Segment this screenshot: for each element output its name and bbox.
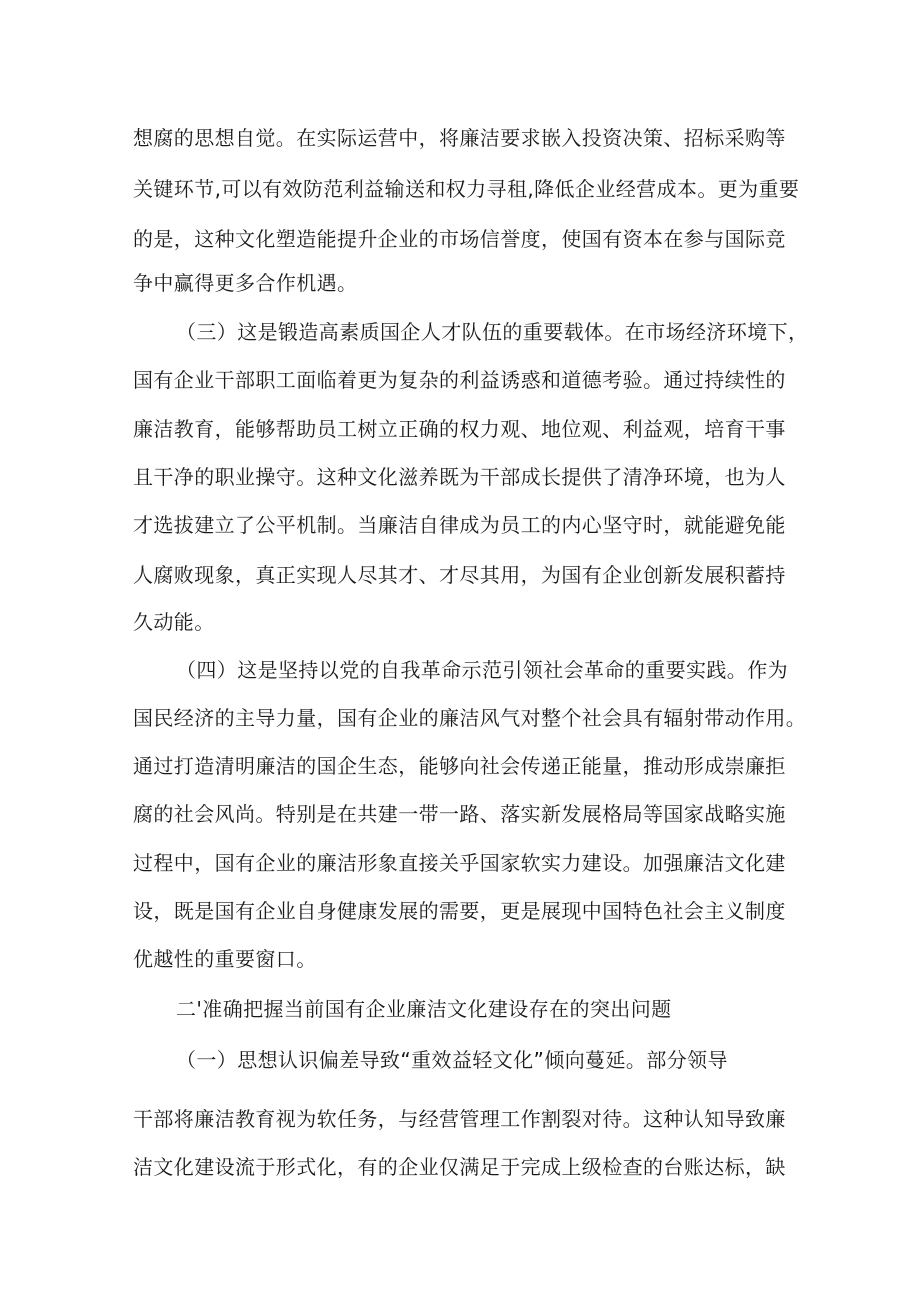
text-line: 久动能。 <box>133 610 215 634</box>
text-line: 通过打造清明廉洁的国企生态，能够向社会传递正能量，推动形成崇廉拒 <box>133 754 786 778</box>
text-line: 才选拔建立了公平机制。当廉洁自律成为员工的内心坚守时，就能避免能 <box>133 513 786 537</box>
text-line: 干部将廉洁教育视为软任务，与经营管理工作割裂对待。这种认知导致廉 <box>133 1107 786 1131</box>
text-line: 廉洁教育，能够帮助员工树立正确的权力观、地位观、利益观，培育干事 <box>133 417 786 441</box>
paragraph-heading-1: （一）思想认识偏差导致“重效益轻文化”倾向蔓延。部分领导 <box>176 1048 728 1072</box>
text-line: 过程中，国有企业的廉洁形象直接关乎国家软实力建设。加强廉洁文化建 <box>133 851 786 875</box>
text-line: 腐的社会风尚。特别是在共建一带一路、落实新发展格局等国家战略实施 <box>133 802 786 826</box>
text-line: 争中赢得更多合作机遇。 <box>133 271 358 295</box>
paragraph-heading-3: （三）这是锻造高素质国企人才队伍的重要载体。在市场经济环境下， <box>176 320 809 344</box>
section-heading: 二'准确把握当前国有企业廉洁文化建设存在的突出问题 <box>176 997 672 1021</box>
text-line: 设，既是国有企业自身健康发展的需要，更是展现中国特色社会主义制度 <box>133 899 786 923</box>
text-line: 国有企业干部职工面临着更为复杂的利益诱惑和道德考验。通过持续性的 <box>133 368 786 392</box>
text-line: 优越性的重要窗口。 <box>133 947 317 971</box>
text-line: 国民经济的主导力量，国有企业的廉洁风气对整个社会具有辐射带动作用。 <box>133 706 807 730</box>
text-line: 的是，这种文化塑造能提升企业的市场信誉度，使国有资本在参与国际竞 <box>133 227 786 251</box>
text-line: 想腐的思想自觉。在实际运营中，将廉洁要求嵌入投资决策、招标采购等 <box>133 126 786 150</box>
text-line: 洁文化建设流于形式化，有的企业仅满足于完成上级检查的台账达标，缺 <box>133 1155 786 1179</box>
text-line: 且干净的职业操守。这种文化滋养既为干部成长提供了清净环境，也为人 <box>133 465 786 489</box>
text-line: 关键环节,可以有效防范利益输送和权力寻租,降低企业经营成本。更为重要 <box>133 177 800 201</box>
text-line: 人腐败现象，真正实现人尽其才、才尽其用，为国有企业创新发展积蓄持 <box>133 563 786 587</box>
paragraph-heading-4: （四）这是坚持以党的自我革命示范引领社会革命的重要实践。作为 <box>176 658 788 682</box>
